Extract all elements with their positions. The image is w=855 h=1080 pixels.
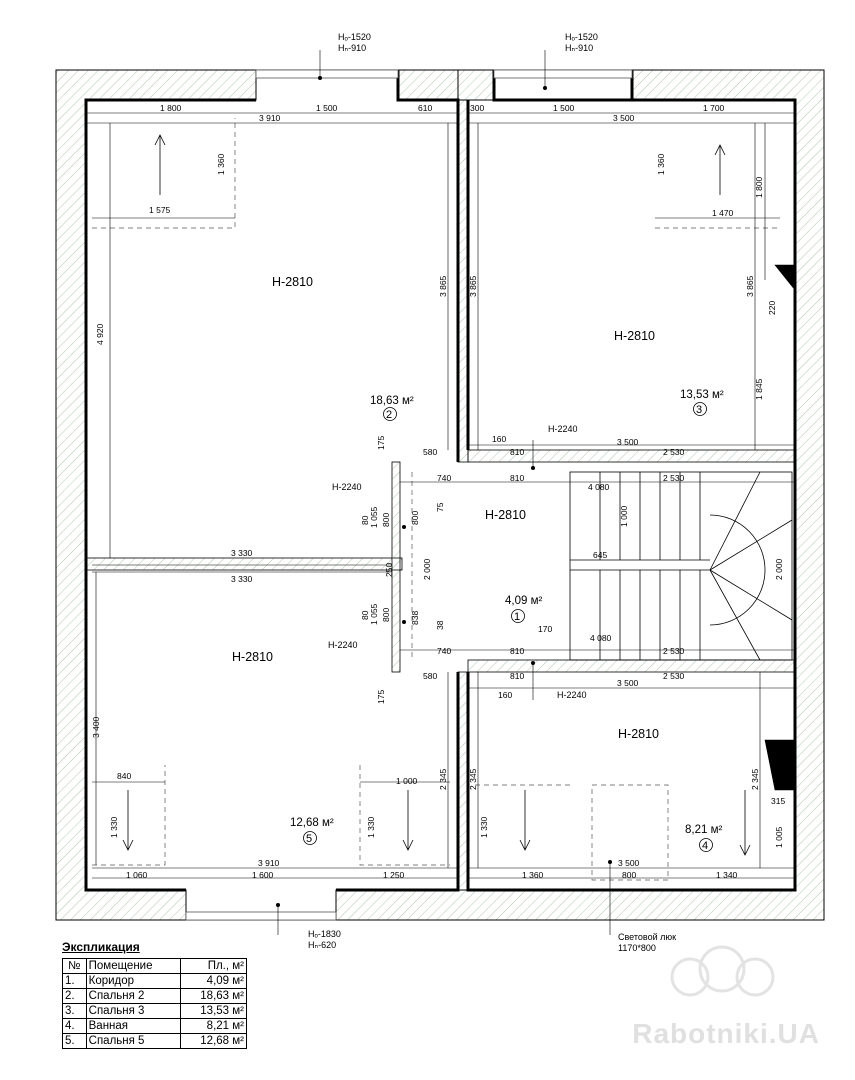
table-row <box>63 1034 247 1049</box>
dim-c9: 2 000 <box>774 558 784 580</box>
row-number: 5. <box>63 1034 87 1049</box>
dim-l3: 1 330 <box>109 816 119 838</box>
dim-l2: 840 <box>117 771 132 781</box>
dim-l11: 315 <box>771 796 786 806</box>
room1-area: 4,09 м² <box>505 595 543 607</box>
row-number: 2. <box>63 989 87 1004</box>
dim-c14: 838 <box>410 610 420 625</box>
dim-c16: 800 <box>381 607 391 622</box>
dim-m5: 2 530 <box>663 447 685 457</box>
dim-b1: 740 <box>437 646 452 656</box>
table-row <box>63 1004 247 1019</box>
dim-t3: 610 <box>418 103 433 113</box>
dim-v6: 1 845 <box>754 378 764 400</box>
skylight-size: 1170*800 <box>618 943 656 953</box>
dim-f8: 1 340 <box>716 870 738 880</box>
row-number: 3. <box>63 1004 87 1019</box>
dim-c17: 170 <box>538 624 553 634</box>
door-top-label: H-2240 <box>548 424 578 434</box>
dim-c10: 3 330 <box>231 548 253 558</box>
room3-number: 3 <box>696 404 703 416</box>
dim-t7: 1 700 <box>703 103 725 113</box>
dim-c4: 75 <box>435 502 445 512</box>
row-number: 4. <box>63 1019 87 1034</box>
watermark-logo: Rabotniki.UA <box>632 1018 820 1049</box>
row-room: Спальня 2 <box>86 989 180 1004</box>
dim-t6: 1 500 <box>553 103 575 113</box>
dim-t4: 3 910 <box>259 113 281 123</box>
door-bottom-label: H-2240 <box>557 690 587 700</box>
explication-grid <box>62 958 247 1049</box>
dim-b6: 3 500 <box>617 678 639 688</box>
dim-l10: 590 <box>770 763 780 778</box>
dim-c18: 4 080 <box>590 633 612 643</box>
room4-area: 8,21 м² <box>685 824 723 836</box>
dim-a4: 1 470 <box>712 208 734 218</box>
windows <box>186 70 632 920</box>
dim-f4: 1 250 <box>383 870 405 880</box>
dim-m4: 3 500 <box>617 437 639 447</box>
dim-l12: 1 005 <box>774 826 784 848</box>
window3-top-label: Hₒ-1830 <box>308 929 341 939</box>
row-room: Спальня 3 <box>86 1004 180 1019</box>
header-number: № <box>63 959 87 974</box>
dim-c3b: 800 <box>410 510 420 525</box>
room1-number: 1 <box>514 611 521 623</box>
dim-m6: 175 <box>376 435 386 450</box>
dim-v2: 3 865 <box>438 275 448 297</box>
dim-f5: 3 500 <box>618 858 640 868</box>
window1-bottom-label: Hₙ-910 <box>338 43 367 53</box>
dim-l6: 2 345 <box>438 768 448 790</box>
watermark-helmets <box>660 935 785 1007</box>
dim-l7: 2 345 <box>468 768 478 790</box>
table-row <box>63 974 247 989</box>
dim-m3: 810 <box>510 447 525 457</box>
dim-l4: 1 000 <box>396 776 418 786</box>
room2-height: H-2810 <box>272 275 313 289</box>
dim-l5: 1 330 <box>366 816 376 838</box>
room4-height: H-2810 <box>618 727 659 741</box>
dim-b5: 810 <box>510 671 525 681</box>
dim-b2: 810 <box>510 646 525 656</box>
dim-c3: 800 <box>381 512 391 527</box>
room3-area: 13,53 м² <box>680 389 724 401</box>
dim-c1: 80 <box>360 515 370 525</box>
row-room: Коридор <box>86 974 180 989</box>
dim-c8: 250 <box>384 562 394 577</box>
row-room: Ванная <box>86 1019 180 1034</box>
dim-c2: 1 055 <box>369 506 379 528</box>
dim-f3: 1 600 <box>252 870 274 880</box>
row-area: 13,53 м² <box>180 1004 246 1019</box>
dim-t1: 1 800 <box>160 103 182 113</box>
dim-l9: 2 345 <box>750 768 760 790</box>
row-area: 8,21 м² <box>180 1019 246 1034</box>
room1-height: H-2810 <box>485 508 526 522</box>
room2-number: 2 <box>386 409 393 421</box>
dim-f1: 3 910 <box>258 858 280 868</box>
row-area: 4,09 м² <box>180 974 246 989</box>
window3-bottom-label: Hₙ-620 <box>308 940 337 950</box>
staircase <box>570 472 792 660</box>
table-header-row <box>63 959 247 974</box>
table-row <box>63 989 247 1004</box>
explication-table <box>62 940 247 1049</box>
dim-a2: 1 575 <box>149 205 171 215</box>
dim-c11: 3 330 <box>231 574 253 584</box>
dim-b7: 2 530 <box>663 671 685 681</box>
dim-b9: 160 <box>498 690 513 700</box>
dim-t8: 3 500 <box>613 113 635 123</box>
outer-walls <box>56 70 824 920</box>
explication-title: Экспликация <box>62 940 140 954</box>
dim-m8: 810 <box>510 473 525 483</box>
header-room: Помещение <box>86 959 180 974</box>
dim-b8: 175 <box>376 689 386 704</box>
dim-a3: 1 360 <box>656 153 666 175</box>
dim-c12: 80 <box>360 610 370 620</box>
dim-v4: 3 865 <box>745 275 755 297</box>
dim-c5: 1 000 <box>619 505 629 527</box>
dim-m2: 580 <box>423 447 438 457</box>
dim-a5: 1 800 <box>754 176 764 198</box>
dim-m10: 2 530 <box>663 473 685 483</box>
dim-m1: 160 <box>492 434 507 444</box>
dim-t2: 1 500 <box>316 103 338 113</box>
row-number: 1. <box>63 974 87 989</box>
row-area: 18,63 м² <box>180 989 246 1004</box>
row-room: Спальня 5 <box>86 1034 180 1049</box>
dim-f7: 800 <box>622 870 637 880</box>
row-area: 12,68 м² <box>180 1034 246 1049</box>
dim-c6: 645 <box>593 550 608 560</box>
dim-b4: 580 <box>423 671 438 681</box>
door-left-bottom-label: H-2240 <box>328 640 358 650</box>
room5-area: 12,68 м² <box>290 817 334 829</box>
room5-number: 5 <box>306 833 313 845</box>
room4-number: 4 <box>702 840 709 852</box>
room3-height: H-2810 <box>614 329 655 343</box>
dim-f2: 1 060 <box>126 870 148 880</box>
skylight-label: Световой люк <box>618 932 677 942</box>
dim-v3: 3 865 <box>468 275 478 297</box>
dim-c15: 38 <box>435 620 445 630</box>
dim-m7: 740 <box>437 473 452 483</box>
dim-b3: 2 530 <box>663 646 685 656</box>
dim-v5: 220 <box>767 300 777 315</box>
dim-v1: 4 920 <box>95 323 105 345</box>
direction-arrows <box>123 135 750 855</box>
dim-a1: 1 360 <box>216 153 226 175</box>
room2-area: 18,63 м² <box>370 395 414 407</box>
window1-top-label: Hₒ-1520 <box>338 32 371 42</box>
dimension-texts <box>91 103 785 880</box>
window2-bottom-label: Hₙ-910 <box>565 43 594 53</box>
dim-f6: 1 360 <box>522 870 544 880</box>
dim-c13: 1 055 <box>369 603 379 625</box>
dim-l1: 3 400 <box>91 716 101 738</box>
dim-t5: 300 <box>470 103 485 113</box>
table-row <box>63 1019 247 1034</box>
room5-height: H-2810 <box>232 650 273 664</box>
window2-top-label: Hₒ-1520 <box>565 32 598 42</box>
door-left-top-label: H-2240 <box>332 482 362 492</box>
dim-c7: 2 000 <box>422 558 432 580</box>
dim-l8: 1 330 <box>479 816 489 838</box>
dashed-zones <box>92 118 780 880</box>
header-area: Пл., м² <box>180 959 246 974</box>
dimension-lines <box>86 50 795 935</box>
dim-m9: 4 080 <box>588 482 610 492</box>
